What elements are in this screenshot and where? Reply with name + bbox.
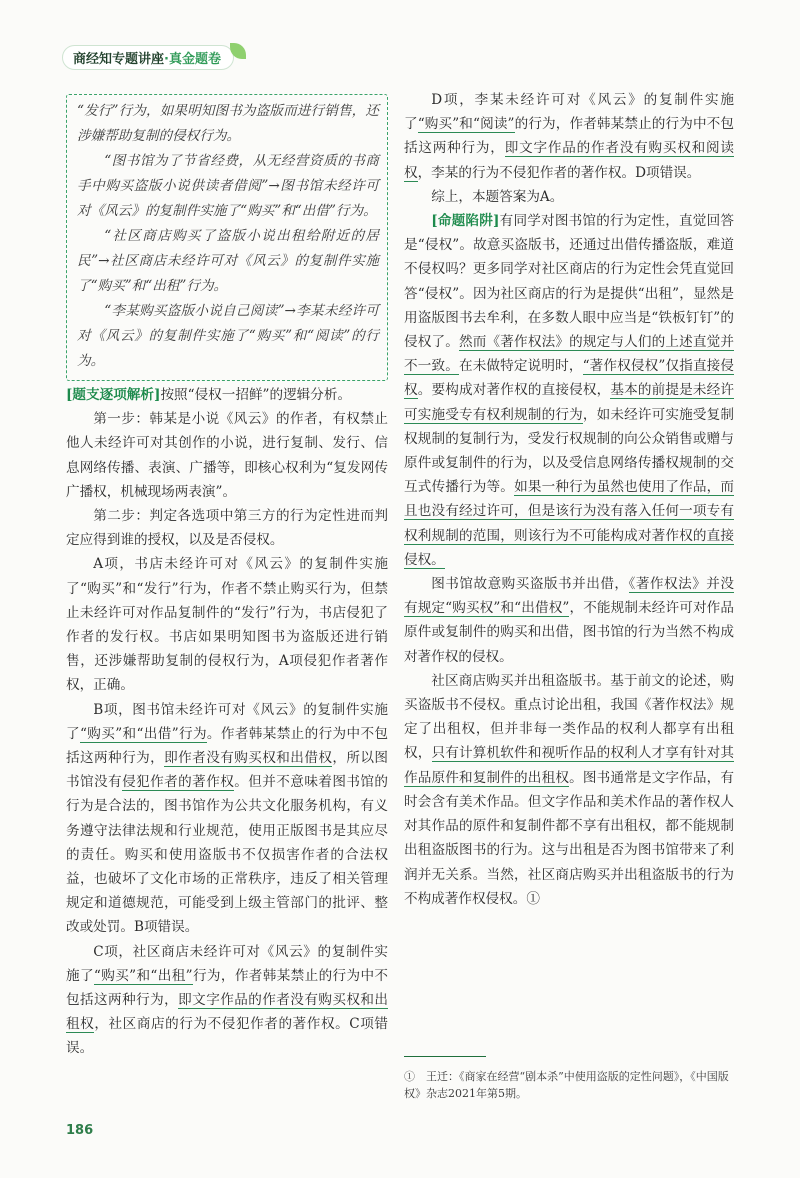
library-paragraph [404,572,734,669]
header-section: 真金题卷 [168,51,221,67]
d-underline: 即文字作品的作者没有购买权和阅读权 [404,140,735,181]
d-text: 的行为，作者韩某禁止的行为中不包括这两种行为， [404,116,734,157]
trap-underline: 然而《著作权法》的规定与人们的上述直觉并不一致。 [404,334,735,375]
page-number: 186 [66,1123,94,1138]
header-title [62,45,234,70]
b-text: 。作者韩某禁止的行为中不包括这两种行为， [66,725,388,767]
highlight-box [66,94,388,381]
c-text: ，社区商店的行为不侵犯作者的著作权。C项错误。 [66,1016,388,1057]
d-text: ，李某的行为不侵犯作者的著作权。D项错误。 [417,164,701,181]
trap-underline: 基本的前提是未经许可实施受专有权利规制的行为 [404,382,735,423]
analysis-intro-text: 按照“侵权一招鲜”的逻辑分析。 [160,387,352,403]
trap-text: 。要构成对著作权的直接侵权， [417,382,611,399]
b-underline: 即作者没有购买权和出借权 [164,750,333,767]
footnote-rule [404,1056,486,1057]
option-c [66,940,388,1061]
b-underline: “购买”和“出借”行为 [79,725,207,742]
trap-text: 在未做特定说明时， [458,358,583,375]
box-paragraph: “李某购买盗版小说自己阅读”→李某未经许可对《风云》的复制件实施了“购买”和“阅读”的行为。 [77,303,379,369]
library-text: 图书馆故意购买盗版书并出借， [431,576,629,593]
running-header [62,44,246,70]
library-underline: 《著作权法》并没有规定“购买权”和“出借权” [404,576,734,617]
shop-paragraph [404,669,734,911]
step-two: 第二步：判定各选项中第三方的行为定性进而判定应得到谁的授权，以及是否侵权。 [66,508,388,549]
shop-text: 社区商店购买并出租盗版书。基于前文的论述，购买盗版书不侵权。重点讨论出租，我国《著作权法》规定了出租权，但并非每一类作品的权利人都享有出租权， [404,672,734,762]
box-paragraph: “社区商店购买了盗版小说出租给附近的居民”→社区商店未经许可对《风云》的复制件实施了“购买”和“出租”行为。 [77,228,379,294]
step-one: 第一步：韩某是小说《风云》的作者，有权禁止他人未经许可对其创作的小说，进行复制、发行、信息网络传播、表演、广播等，即核心权利为“复发网传广播权，机械现场两表演”。 [66,411,388,500]
trap-tag: [命题陷阱] [431,213,500,230]
right-column [404,88,734,911]
trap-text: ，如未经许可实施受复制权规制的复制行为，受发行权规制的向公众销售或赠与原件或复制件的行为，以及受信息网络传播权规制的交互式传播行为等。 [404,406,735,496]
b-underline: 侵犯作者的著作权 [122,774,235,791]
b-text: B项，图书馆未经许可对《风云》的复制件实施了 [66,701,388,742]
trap-text: 有同学对图书馆的行为定性，直觉回答是“侵权”。故意买盗版书，还通过出借传播盗版，难道不侵权吗？更多同学对社区商店的行为定性会凭直觉回答“侵权”。因为社区商店的行为是提供“出租”，显然是用盗版图书去牟利，在多数人眼中应当是“铁板钉钉”的侵权了。 [404,213,734,351]
trap-underline: “著作权侵权”仅指直接侵权 [404,358,735,399]
shop-text: 。图书通常是文字作品，有时会含有美术作品。但文字作品和美术作品的著作权人对其作品的原件和复制件都不享有出租权，都不能规制出租盗版图书的行为。这与出租是否为图书馆带来了利润并无关系。当然，社区商店购买并出租盗版书的行为不构成著作权侵权。① [404,769,735,907]
analysis-intro [66,383,388,407]
c-text: C项，社区商店未经许可对《风云》的复制件实施了 [66,943,388,984]
library-text: ，不能规制未经许可对作品原件或复制件的购买和出借，图书馆的行为当然不构成对著作权的侵权。 [404,600,734,665]
summary: 综上，本题答案为A。 [431,188,564,205]
c-underline: 即文字作品的作者没有购买权和出租权 [66,992,389,1033]
d-underline: “购买”和“阅读” [417,116,515,133]
c-text: 行为，作者韩某禁止的行为中不包括这两种行为， [66,967,389,1009]
analysis-tag: [题支逐项解析] [66,387,161,403]
shop-underline: 只有计算机软件和视听作品的权利人才享有针对其作品原件和复制件的出租权 [404,745,735,786]
left-column [66,94,388,1061]
option-b [66,698,388,940]
c-underline: “购买”和“出租” [93,967,193,984]
header-dot: · [164,51,169,67]
trap-paragraph [404,209,734,572]
b-text: 。但并不意味着图书馆的行为是合法的，图书馆作为公共文化服务机构，有义务遵守法律法规和行业规范，使用正版图书是其应尽的责任。购买和使用盗版书不仅损害作者的合法权益，也破坏了文化市场的正常秩序，违反了相关管理规定和道德规范，可能受到上级主管部门的批评、整改或处罚。B项错误。 [66,774,389,936]
option-d [404,88,734,185]
box-paragraph: “图书馆为了节省经费，从无经营资质的书商手中购买盗版小说供读者借阅”→图书馆未经许可对《风云》的复制件实施了“购买”和“出借”行为。 [77,153,379,219]
d-text: D项，李某未经许可对《风云》的复制件实施了 [404,92,734,133]
box-paragraph: “发行”行为，如果明知图书为盗版而进行销售，还涉嫌帮助复制的侵权行为。 [77,103,379,144]
footnote: ① 王迁：《商家在经营“剧本杀”中使用盗版的定性问题》，《中国版权》杂志2021年第5期。 [404,1070,729,1100]
trap-underline: 如果一种行为虽然也使用了作品，而且也没有经过许可，但是该行为没有落入任何一项专有权利规制的范围，则该行为不可能构成对著作权的直接侵权。 [404,479,735,568]
b-text: ，所以图书馆没有 [66,750,389,791]
option-a: A项，书店未经许可对《风云》的复制件实施了“购买”和“发行”行为，作者不禁止购买行为，但禁止未经许可对作品复制件的“发行”行为，书店侵犯了作者的发行权。书店如果明知图书为盗版还进行销售，还涉嫌帮助复制的侵权行为，A项侵犯作者著作权，正确。 [66,556,388,694]
header-series: 商经知专题讲座 [73,51,165,67]
